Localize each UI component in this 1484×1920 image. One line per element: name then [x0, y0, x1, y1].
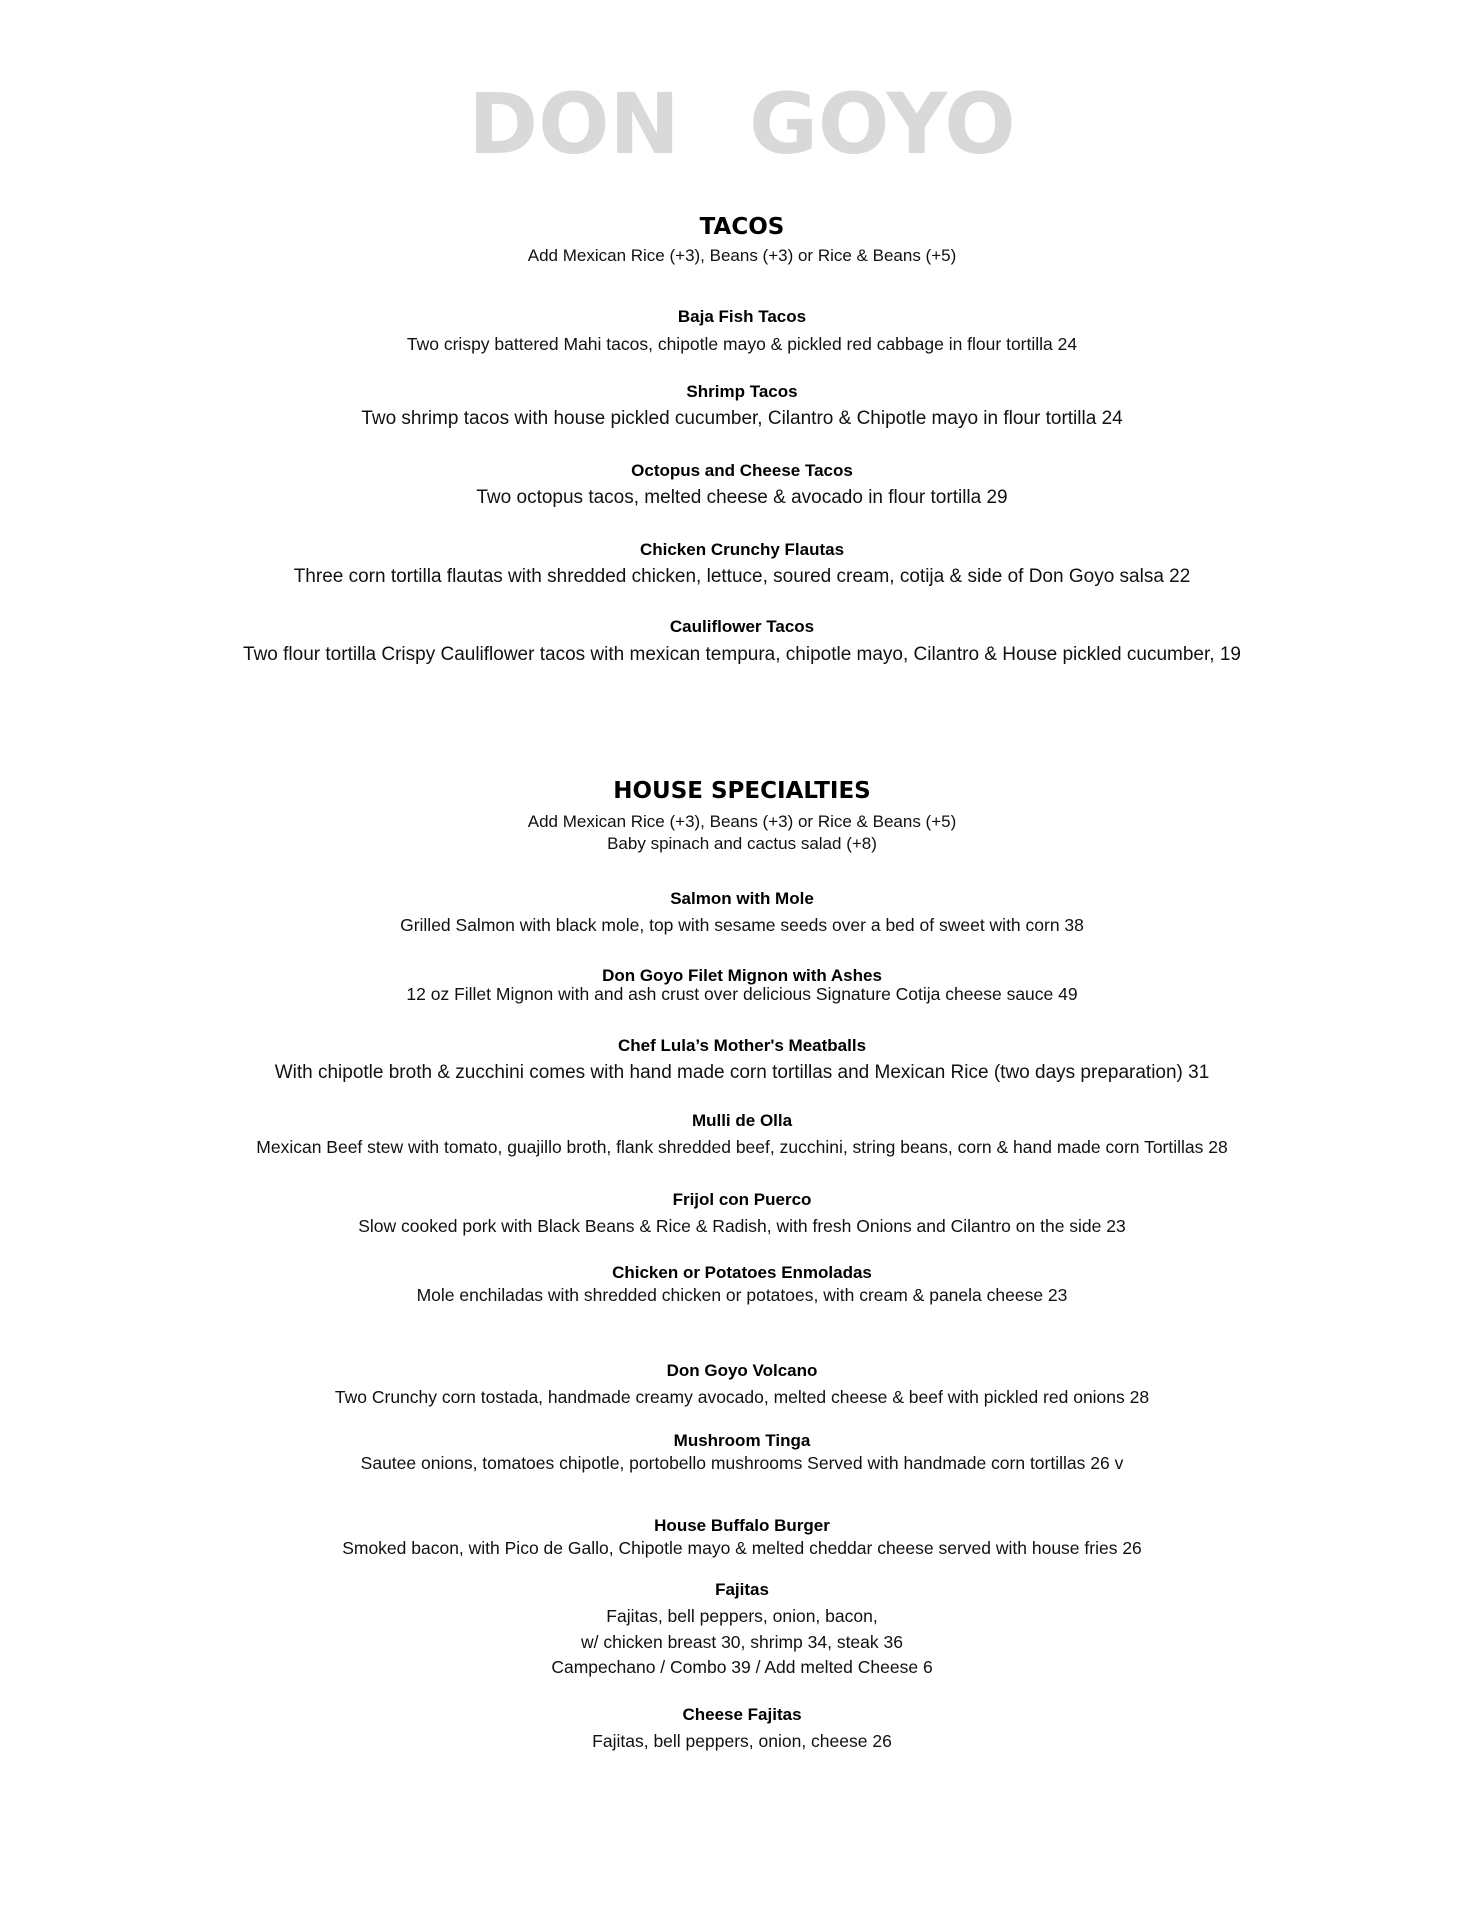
menu-item-description: Two crispy battered Mahi tacos, chipotle mayo & pickled red cabbage in flour tortilla 24 [406, 334, 1078, 354]
menu-item-name: Chicken or Potatoes Enmoladas [612, 1263, 872, 1282]
menu-item-description: Fajitas, bell peppers, onion, cheese 26 [592, 1731, 892, 1751]
menu-item-name: Mushroom Tinga [673, 1431, 811, 1450]
menu-item-description: w/ chicken breast 30, shrimp 34, steak 36 [581, 1632, 903, 1652]
menu-item-name: Chicken Crunchy Flautas [639, 540, 845, 559]
menu-item-name: House Buffalo Burger [654, 1516, 830, 1535]
menu-item-name: Mulli de Olla [691, 1111, 793, 1130]
menu-item-description: Sautee onions, tomatoes chipotle, portobello mushrooms Served with handmade corn tortillas 26 v [360, 1453, 1124, 1473]
menu-item-description: With chipotle broth & zucchini comes with hand made corn tortillas and Mexican Rice (two days preparation) 31 [274, 1062, 1210, 1083]
specialties-section-note: Add Mexican Rice (+3), Beans (+3) or Rice & Beans (+5) [527, 812, 957, 831]
menu-item-description: Mexican Beef stew with tomato, guajillo broth, flank shredded beef, zucchini, string beans, corn & hand made corn Tortillas 28 [256, 1137, 1228, 1157]
menu-item-name: Fajitas [715, 1580, 769, 1599]
menu-item-name: Salmon with Mole [670, 889, 814, 908]
menu-item-description: Two shrimp tacos with house pickled cucumber, Cilantro & Chipotle mayo in flour tortilla 24 [361, 408, 1123, 429]
menu-item-description: Slow cooked pork with Black Beans & Rice & Radish, with fresh Onions and Cilantro on the side 23 [358, 1216, 1126, 1236]
tacos-section-title: TACOS [699, 214, 785, 240]
menu-item-description: Campechano / Combo 39 / Add melted Cheese 6 [551, 1657, 933, 1677]
menu-item-description: Two Crunchy corn tostada, handmade creamy avocado, melted cheese & beef with pickled red onions 28 [334, 1387, 1150, 1407]
menu-item-name: Cauliflower Tacos [669, 617, 815, 636]
menu-item-name: Frijol con Puerco [672, 1190, 812, 1209]
menu-item-description: Smoked bacon, with Pico de Gallo, Chipotle mayo & melted cheddar cheese served with house fries 26 [342, 1538, 1142, 1558]
menu-item-description: Fajitas, bell peppers, onion, bacon, [606, 1606, 878, 1626]
menu-item-description: Mole enchiladas with shredded chicken or potatoes, with cream & panela cheese 23 [416, 1285, 1068, 1305]
menu-item-name: Don Goyo Filet Mignon with Ashes [602, 966, 882, 985]
specialties-section-note: Baby spinach and cactus salad (+8) [607, 834, 877, 853]
specialties-section-title: HOUSE SPECIALTIES [613, 778, 871, 804]
menu-item-description: Two flour tortilla Crispy Cauliflower tacos with mexican tempura, chipotle mayo, Cilantro & House pickled cucumber, 19 [243, 644, 1241, 665]
menu-item-description: Two octopus tacos, melted cheese & avocado in flour tortilla 29 [476, 487, 1008, 508]
tacos-section-note: Add Mexican Rice (+3), Beans (+3) or Rice & Beans (+5) [527, 246, 957, 265]
restaurant-logo: DON GOYO [468, 75, 1016, 173]
menu-item-description: Three corn tortilla flautas with shredded chicken, lettuce, soured cream, cotija & side of Don Goyo salsa 22 [293, 566, 1191, 587]
menu-item-name: Don Goyo Volcano [666, 1361, 818, 1380]
menu-item-name: Shrimp Tacos [686, 382, 798, 401]
menu-item-description: 12 oz Fillet Mignon with and ash crust over delicious Signature Cotija cheese sauce 49 [406, 984, 1078, 1004]
menu-item-name: Chef Lula’s Mother's Meatballs [617, 1036, 867, 1055]
menu-item-description: Grilled Salmon with black mole, top with sesame seeds over a bed of sweet with corn 38 [400, 915, 1084, 935]
menu-item-name: Cheese Fajitas [682, 1705, 802, 1724]
menu-item-name: Baja Fish Tacos [677, 307, 807, 326]
menu-item-name: Octopus and Cheese Tacos [631, 461, 853, 480]
